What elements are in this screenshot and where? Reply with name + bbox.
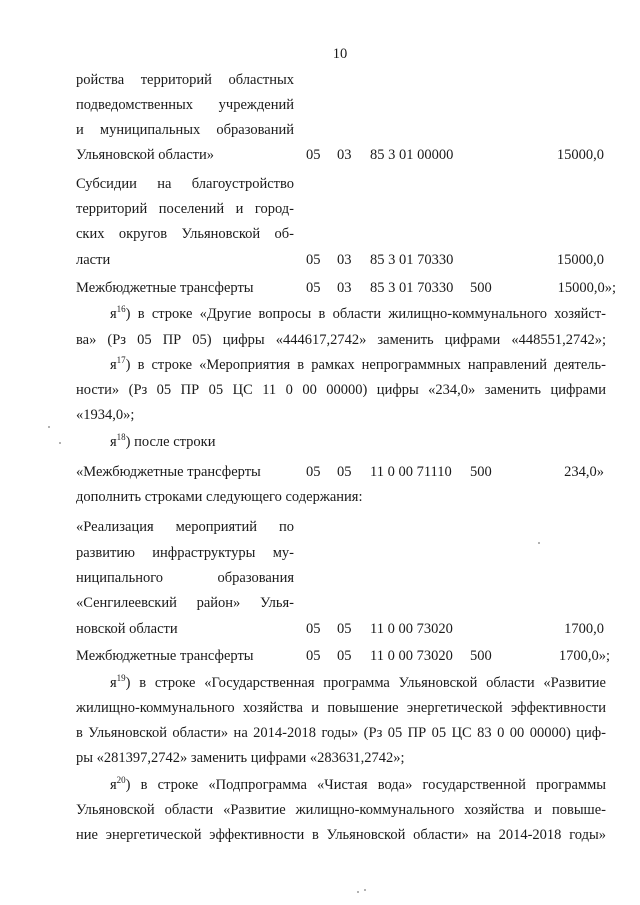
paragraph-text: ) в строке «Другие вопросы в области жилищно-коммунального хозяйст- (125, 306, 606, 322)
paragraph-line: Ульяновской области «Развитие жилищно-коммунального хозяйства и повыше- (76, 802, 606, 818)
pr-cell: 05 (337, 464, 352, 480)
rz-cell: 05 (306, 147, 321, 163)
name-line: Субсидии на благоустройство (76, 176, 294, 192)
sum-cell: 15000,0 (556, 252, 604, 268)
rz-cell: 05 (306, 621, 321, 637)
name-line: развитию инфраструктуры му- (76, 545, 294, 561)
scan-speck (59, 442, 61, 444)
supplement-text: дополнить строками следующего содержания: (76, 489, 363, 505)
paragraph-text: ) в строке «Мероприятия в рамках непрограммных направлений деятель- (125, 357, 606, 373)
cs-cell: 85 3 01 70330 (370, 252, 454, 268)
name-line: территорий поселений и город- (76, 201, 294, 217)
paragraph-line: ры «281397,2742» заменить цифрами «283631,2742»; (76, 750, 405, 766)
rz-cell: 05 (306, 464, 321, 480)
cs-cell: 11 0 00 73020 (370, 648, 453, 664)
paragraph-line: ва» (Рз 05 ПР 05) цифры «444617,2742» заменить цифрами «448551,2742»; (76, 332, 606, 348)
item-letter: я (110, 434, 117, 450)
paragraph-line (110, 302, 606, 327)
cs-cell: 11 0 00 73020 (370, 621, 453, 637)
cs-cell: 85 3 01 70330 (370, 280, 454, 296)
pr-cell: 05 (337, 621, 352, 637)
name-cell: «Межбюджетные трансферты (76, 464, 261, 480)
page-number: 10 (332, 46, 348, 62)
paragraph-line (110, 773, 606, 798)
rz-cell: 05 (306, 252, 321, 268)
vr-cell: 500 (470, 464, 492, 480)
item-number: 19 (116, 673, 126, 684)
name-cell: Межбюджетные трансферты (76, 280, 254, 296)
item-number: 20 (116, 775, 126, 786)
paragraph-line: ности» (Рз 05 ПР 05 ЦС 11 0 00 00000) цифры «234,0» заменить цифрами (76, 382, 606, 398)
pr-cell: 05 (337, 648, 352, 664)
name-line: новской области (76, 621, 178, 637)
paragraph-line (110, 671, 606, 696)
item-letter: я (110, 675, 117, 691)
name-line: ниципального образования (76, 570, 294, 586)
scan-speck (48, 426, 50, 428)
paragraph-line (110, 353, 606, 378)
paragraph-line: жилищно-коммунального хозяйства и повышение энергетической эффективности (76, 700, 606, 716)
name-line: ских округов Ульяновской об- (76, 226, 294, 242)
paragraph-text: ) в строке «Государственная программа Ульяновской области «Развитие (125, 675, 606, 691)
sum-cell: 15000,0 (556, 147, 604, 163)
item-letter: я (110, 306, 117, 322)
pr-cell: 03 (337, 147, 352, 163)
paragraph-text: ) после строки (125, 434, 216, 450)
name-line: ласти (76, 252, 111, 268)
item-number: 16 (116, 304, 126, 315)
scan-speck (357, 891, 359, 893)
name-cell: Межбюджетные трансферты (76, 648, 254, 664)
paragraph-line: ние энергетической эффективности в Ульяновской области» на 2014-2018 годы» (76, 827, 606, 843)
name-line: и муниципальных образований (76, 122, 294, 138)
name-line: «Реализация мероприятий по (76, 519, 294, 535)
pr-cell: 03 (337, 280, 352, 296)
paragraph-line: в Ульяновской области» на 2014-2018 годы» (Рз 05 ПР 05 ЦС 83 0 00 00000) циф- (76, 725, 606, 741)
name-line: Ульяновской области» (76, 147, 215, 163)
cs-cell: 85 3 01 00000 (370, 147, 454, 163)
paragraph-text: ) в строке «Подпрограмма «Чистая вода» государственной программы (125, 777, 606, 793)
item-number: 18 (116, 432, 126, 443)
vr-cell: 500 (470, 648, 492, 664)
cs-cell: 11 0 00 71110 (370, 464, 452, 480)
rz-cell: 05 (306, 648, 321, 664)
scan-speck (364, 889, 366, 891)
name-line: «Сенгилеевский район» Улья- (76, 595, 294, 611)
vr-cell: 500 (470, 280, 492, 296)
name-line: ройства территорий областных (76, 72, 294, 88)
name-line: подведомственных учреждений (76, 97, 294, 113)
rz-cell: 05 (306, 280, 321, 296)
paragraph-18 (110, 430, 215, 455)
scan-speck (538, 542, 540, 544)
sum-cell: 15000,0»; (557, 280, 616, 296)
pr-cell: 03 (337, 252, 352, 268)
sum-cell: 234,0» (564, 464, 604, 480)
item-letter: я (110, 357, 117, 373)
paragraph-line: «1934,0»; (76, 407, 135, 423)
item-number: 17 (116, 355, 126, 366)
item-letter: я (110, 777, 117, 793)
sum-cell: 1700,0 (564, 621, 604, 637)
sum-cell: 1700,0»; (558, 648, 610, 664)
